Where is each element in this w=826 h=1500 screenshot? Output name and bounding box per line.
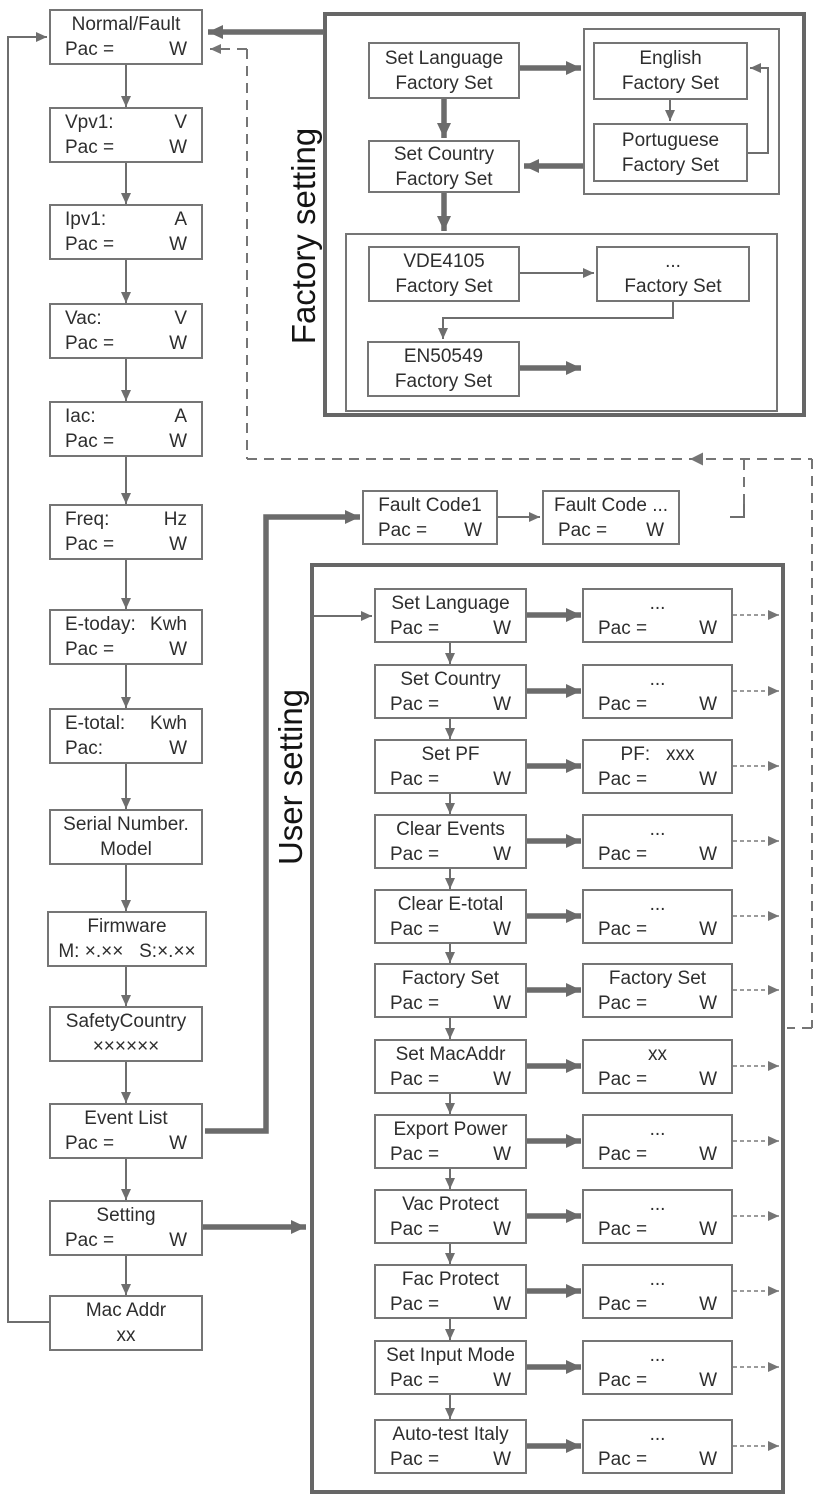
node-set-macaddr-result: xx Pac = W <box>582 1039 733 1094</box>
node-clear-events: Clear Events Pac = W <box>374 814 527 869</box>
node-set-country-fs: Set Country Factory Set <box>368 140 520 193</box>
node-safety-country: SafetyCountry ×××××× <box>49 1006 203 1062</box>
factory-setting-label: Factory setting <box>285 127 322 345</box>
node-en50549-fs: EN50549 Factory Set <box>367 341 520 397</box>
user-setting-label: User setting <box>272 688 309 866</box>
node-export-power-result: ... Pac = W <box>582 1114 733 1169</box>
node-portuguese-fs: Portuguese Factory Set <box>593 123 748 182</box>
node-fault-code1: Fault Code1 Pac = W <box>362 490 498 545</box>
node-clear-etotal-result: ... Pac = W <box>582 889 733 944</box>
node-mac-addr: Mac Addr xx <box>49 1295 203 1351</box>
node-set-language-fs: Set Language Factory Set <box>368 42 520 99</box>
node-event-list: Event List Pac = W <box>49 1103 203 1159</box>
node-set-input-mode-result: ... Pac = W <box>582 1340 733 1395</box>
node-auto-test-italy-result: ... Pac = W <box>582 1419 733 1474</box>
node-factory-set-result: Factory Set Pac = W <box>582 963 733 1018</box>
arrow-macaddr-loop-to-normal <box>8 37 50 1322</box>
node-set-country-result: ... Pac = W <box>582 664 733 719</box>
node-set-input-mode: Set Input Mode Pac = W <box>374 1340 527 1395</box>
node-vac: Vac: V Pac = W <box>49 303 203 359</box>
node-e-total: E-total: Kwh Pac: W <box>49 708 203 764</box>
node-set-language-result: ... Pac = W <box>582 588 733 643</box>
node-english-fs: English Factory Set <box>593 42 748 100</box>
node-fault-code-more: Fault Code ... Pac = W <box>542 490 680 545</box>
node-vac-protect: Vac Protect Pac = W <box>374 1189 527 1244</box>
node-vde4105-fs: VDE4105 Factory Set <box>368 246 520 302</box>
node-freq: Freq: Hz Pac = W <box>49 504 203 560</box>
node-set-pf-result: PF: xxx Pac = W <box>582 739 733 794</box>
node-clear-events-result: ... Pac = W <box>582 814 733 869</box>
dashed-direction-arrowhead <box>690 453 703 466</box>
connector-faultcode-more <box>730 504 744 517</box>
node-set-macaddr: Set MacAddr Pac = W <box>374 1039 527 1094</box>
node-auto-test-italy: Auto-test Italy Pac = W <box>374 1419 527 1474</box>
node-fac-protect: Fac Protect Pac = W <box>374 1264 527 1319</box>
node-export-power: Export Power Pac = W <box>374 1114 527 1169</box>
node-clear-etotal: Clear E-total Pac = W <box>374 889 527 944</box>
node-fac-protect-result: ... Pac = W <box>582 1264 733 1319</box>
node-set-country: Set Country Pac = W <box>374 664 527 719</box>
node-factory-set: Factory Set Pac = W <box>374 963 527 1018</box>
node-serial-model: Serial Number. Model <box>49 809 203 865</box>
node-firmware: Firmware M: ×.×× S:×.×× <box>47 911 207 967</box>
node-e-today: E-today: Kwh Pac = W <box>49 609 203 665</box>
node-ipv1: Ipv1: A Pac = W <box>49 204 203 260</box>
node-setting: Setting Pac = W <box>49 1200 203 1256</box>
node-set-language: Set Language Pac = W <box>374 588 527 643</box>
node-normal-fault: Normal/Fault Pac = W <box>49 9 203 65</box>
node-set-pf: Set PF Pac = W <box>374 739 527 794</box>
node-vac-protect-result: ... Pac = W <box>582 1189 733 1244</box>
node-vpv1: Vpv1: V Pac = W <box>49 107 203 163</box>
node-iac: Iac: A Pac = W <box>49 401 203 457</box>
node-more-fs: ... Factory Set <box>596 246 750 302</box>
